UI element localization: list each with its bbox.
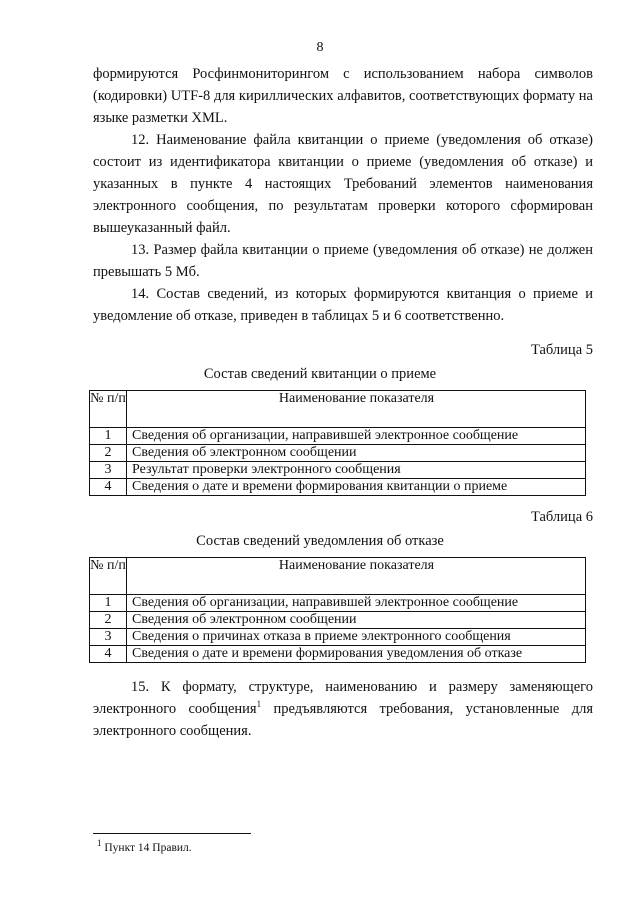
- table-row: [90, 462, 586, 479]
- paragraph-intro: формируются Росфинмониторингом с использованием набора символов (кодировки) UTF-8 для кириллических алфавитов, соответствующих формату на языке разметки XML.: [93, 66, 593, 126]
- table6-title: Состав сведений уведомления об отказе: [196, 533, 444, 549]
- table5: [89, 390, 586, 496]
- row-name: Результат проверки электронного сообщения: [127, 462, 586, 479]
- table-row: [90, 479, 586, 496]
- row-name: Сведения об организации, направившей электронное сообщение: [127, 595, 586, 612]
- table6-label: Таблица 6: [530, 509, 593, 525]
- table5-header-row: [90, 391, 586, 428]
- row-name: Сведения о причинах отказа в приеме электронного сообщения: [127, 629, 586, 646]
- row-name: Сведения об электронном сообщении: [127, 612, 586, 629]
- table-row: [90, 629, 586, 646]
- table6: [89, 557, 586, 663]
- paragraph-14: 14. Состав сведений, из которых формируются квитанция о приеме и уведомление об отказе, приведен в таблицах 5 и 6 соответственно.: [93, 286, 593, 324]
- row-name: Сведения о дате и времени формирования уведомления об отказе: [127, 646, 586, 663]
- table6-header-name: Наименование показателя: [127, 558, 586, 595]
- table5-header-name: Наименование показателя: [127, 391, 586, 428]
- row-name: Сведения об организации, направившей электронное сообщение: [127, 428, 586, 445]
- row-number: 4: [90, 479, 127, 496]
- paragraph-15-end: предъявляются требования, установленные для электронного сообщения.: [93, 701, 593, 739]
- table-row: [90, 595, 586, 612]
- table5-title: Состав сведений квитанции о приеме: [203, 366, 437, 382]
- table-row: [90, 445, 586, 462]
- body-text-top: [93, 63, 593, 327]
- page-number: 8: [316, 40, 324, 55]
- row-number: 2: [90, 612, 127, 629]
- paragraph-13: 13. Размер файла квитанции о приеме (уведомления об отказе) не должен превышать 5 Мб.: [93, 242, 593, 280]
- paragraph-15: [93, 676, 593, 742]
- footnote-reference: 1: [256, 699, 262, 710]
- row-number: 3: [90, 462, 127, 479]
- footnote-marker: 1: [97, 838, 102, 849]
- table-row: [90, 612, 586, 629]
- table5-header-num: № п/п: [90, 391, 127, 428]
- table-row: [90, 646, 586, 663]
- paragraph-15-start: 15. К формату, структуре, наименованию и размеру заменяющего электронного сообщения: [93, 679, 593, 717]
- footnote-text: Пункт 14 Правил.: [101, 842, 192, 854]
- body-text-bottom: [93, 676, 593, 742]
- row-number: 4: [90, 646, 127, 663]
- table6-header-num: № п/п: [90, 558, 127, 595]
- paragraph-12: 12. Наименование файла квитанции о приеме (уведомления об отказе) состоит из идентификатора квитанции о приеме (уведомления об отказе) и указанных в пункте 4 настоящих Требований элементов наименования электронного сообщения, по результатам проверки которого сформирован вышеуказанный файл.: [93, 132, 593, 236]
- row-number: 3: [90, 629, 127, 646]
- footnote: [97, 838, 192, 854]
- row-name: Сведения о дате и времени формирования квитанции о приеме: [127, 479, 586, 496]
- row-number: 1: [90, 428, 127, 445]
- row-name: Сведения об электронном сообщении: [127, 445, 586, 462]
- row-number: 2: [90, 445, 127, 462]
- table-row: [90, 428, 586, 445]
- table6-header-row: [90, 558, 586, 595]
- row-number: 1: [90, 595, 127, 612]
- footnote-divider: [93, 833, 251, 834]
- table5-label: Таблица 5: [530, 342, 593, 358]
